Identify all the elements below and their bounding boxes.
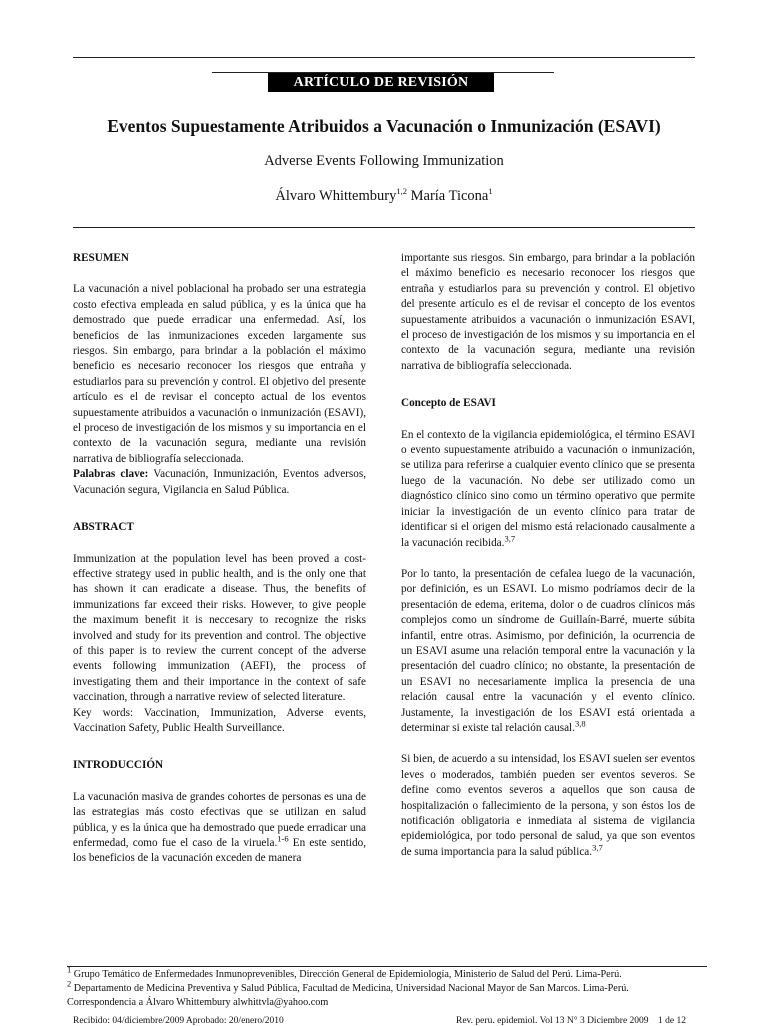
header-bottom-rule xyxy=(73,227,695,228)
intro-citation: 1-6 xyxy=(277,833,289,844)
journal-info: Rev. peru. epidemiol. Vol 13 N° 3 Diciembre 2009 1 de 12 xyxy=(456,1016,687,1026)
keywords-label: Palabras clave: xyxy=(73,468,149,481)
footnotes xyxy=(67,964,707,1009)
key-words: Key words: Vaccination, Immunization, Adverse events, Vaccination Safety, Public Health Surveillance. xyxy=(73,706,366,734)
abstract-text: Immunization at the population level has been proved a cost-effective strategy used in public health, and is the only one that has shown it can eradicate a disease. Thus, the benefits of immunizations far exceed their risks. However, to give people the maximum benefit it is neccesary to recognize the risks involved and study for its prevention and control. The objective of this paper is to review the current concept of the adverse events following immunization (AEFI), the process of investigating them and their importance in the context of safe vaccination, through a narrative review of selected literature. xyxy=(73,552,366,704)
concept-paragraph-1: En el contexto de la vigilancia epidemiológica, el término ESAVI o evento supuestamente atribuido a vacunación o inmunización, se utiliza para referirse a cualquier evento clínico que se presenta luego de la vacunación. No debe ser utilizado como un diagnóstico clínico sino como un término operativo que permite iniciar la investigación de un evento clínico para tratar de identificar si el origen del mismo está relacionado causalmente a la vacunación recibida.$^{3,7}$ xyxy=(401,428,695,549)
concept-heading: Concepto de ESAVI xyxy=(401,397,496,410)
footnote-1: $^1$ Grupo Temático de Enfermedades Inmunoprevenibles, Dirección General de Epidemiología, Ministerio de Salud del Perú. Lima-Perú. xyxy=(67,964,622,980)
author-2-affiliation: 1 xyxy=(488,186,493,197)
footnote-2: $^2$ Departamento de Medicina Preventiva y Salud Pública, Facultad de Medicina, Universidad Nacional Mayor de San Marcos. Lima-Perú. xyxy=(67,978,629,994)
authors xyxy=(0,188,768,205)
author-2: María Ticona xyxy=(410,188,489,204)
concept-paragraph-3: Si bien, de acuerdo a su intensidad, los ESAVI suelen ser eventos leves o moderados, también pueden ser eventos severos. Se define como eventos severos a aquellos que son causa de hospitalización o fallecimiento de la persona, y son éstos los de notificación obligatoria e inmediata al sistema de vigilancia epidemiológica, por todo personal de salud, ya que son eventos de suma importancia para la salud pública.$^{3,7}$ xyxy=(401,753,695,858)
top-rule xyxy=(73,57,695,58)
intro-text-a: La vacunación masiva de grandes cohortes de personas es una de las estrategias más costo efectivas que se utilizan en salud pública, y es la única que ha demostrado que puede erradicar una enfermedad, como fue el caso de la viruela. xyxy=(73,790,366,849)
keywords xyxy=(73,467,366,498)
abstract-heading: ABSTRACT xyxy=(73,521,134,534)
intro-text-b: En este sentido, los beneficios de la vacunación exceden de manera xyxy=(73,837,366,865)
citation-p1: 3,7 xyxy=(504,532,516,543)
correspondence: Correspondencia a Álvaro Whittembury alwhittvla@yahoo.com xyxy=(67,996,329,1008)
article-title: Eventos Supuestamente Atribuidos a Vacunación o Inmunización (ESAVI) xyxy=(107,116,661,136)
section-label: ARTÍCULO DE REVISIÓN xyxy=(268,73,494,92)
intro-heading: INTRODUCCIÓN xyxy=(73,759,164,772)
concept-paragraph-2: Por lo tanto, la presentación de cefalea luego de la vacunación, por definición, es un ESAVI. Lo mismo podríamos decir de la presentación de edema, eritema, dolor o de cuadros clínicos más complejos como un síndrome de Guillaín-Barré, muerte súbita infantil, entre otras. Asimismo, por definición, la ocurrencia de un ESAVI asume una relación temporal entre la vacunación y la presentación del cuadro clínico; no obstante, la presentación de un ESAVI no necesariamente implica la presencia de una relación causal entre la vacunación y el evento clínico. Justamente, la investigación de los ESAVI está orientada a determinar si existe tal relación causal.$^{3,8}$ xyxy=(401,567,695,734)
resumen-text: La vacunación a nivel poblacional ha probado ser una estrategia costo efectiva empleada en salud pública, y es la única que ha demostrado que puede erradicar una enfermedad. Así, los beneficios de las inmunizaciones exceden largamente sus riesgos. Sin embargo, para brindar a la población el máximo beneficio es necesario reconocer los riesgos que entraña y estudiarlos para su prevención y control. El objetivo del presente artículo es el de revisar el concepto actual de los eventos supuestamente atribuidos a vacunación o inmunización (ESAVI), el proceso de investigación de los mismos y su importancia en el contexto de la vacunación segura, mediante una revisión narrativa de bibliografía seleccionada. xyxy=(73,283,366,465)
footnote-rule xyxy=(67,966,707,967)
author-1: Álvaro Whittembury xyxy=(275,188,397,204)
keywords-text: Vacunación, Inmunización, Eventos adversos, Vacunación segura, Vigilancia en Salud Pública. xyxy=(73,468,366,496)
received-approved-dates: Recibido: 04/diciembre/2009 Aprobado: 20/enero/2010 xyxy=(73,1016,284,1026)
right-column xyxy=(401,251,695,860)
article-subtitle: Adverse Events Following Immunization xyxy=(264,153,504,169)
citation-p2: 3,8 xyxy=(574,718,586,729)
intro-text xyxy=(73,790,366,867)
page-number: 1 de 12 xyxy=(658,1016,687,1026)
author-1-affiliation: 1,2 xyxy=(396,186,407,197)
continuation-text: importante sus riesgos. Sin embargo, para brindar a la población el máximo beneficio es necesario reconocer los riesgos que entraña y estudiarlos para su prevención y control. El objetivo del presente artículo es el de revisar el concepto de los eventos supuestamente atribuidos a vacunación o inmunización ESAVI, el proceso de investigación de los mismos y su importancia en el contexto de la vacunación segura, mediante una revisión narrativa de bibliografía seleccionada. xyxy=(401,252,695,372)
left-column xyxy=(73,251,366,867)
citation-p3: 3,7 xyxy=(592,842,603,853)
page-footer xyxy=(73,1016,713,1026)
resumen-heading: RESUMEN xyxy=(73,252,129,264)
